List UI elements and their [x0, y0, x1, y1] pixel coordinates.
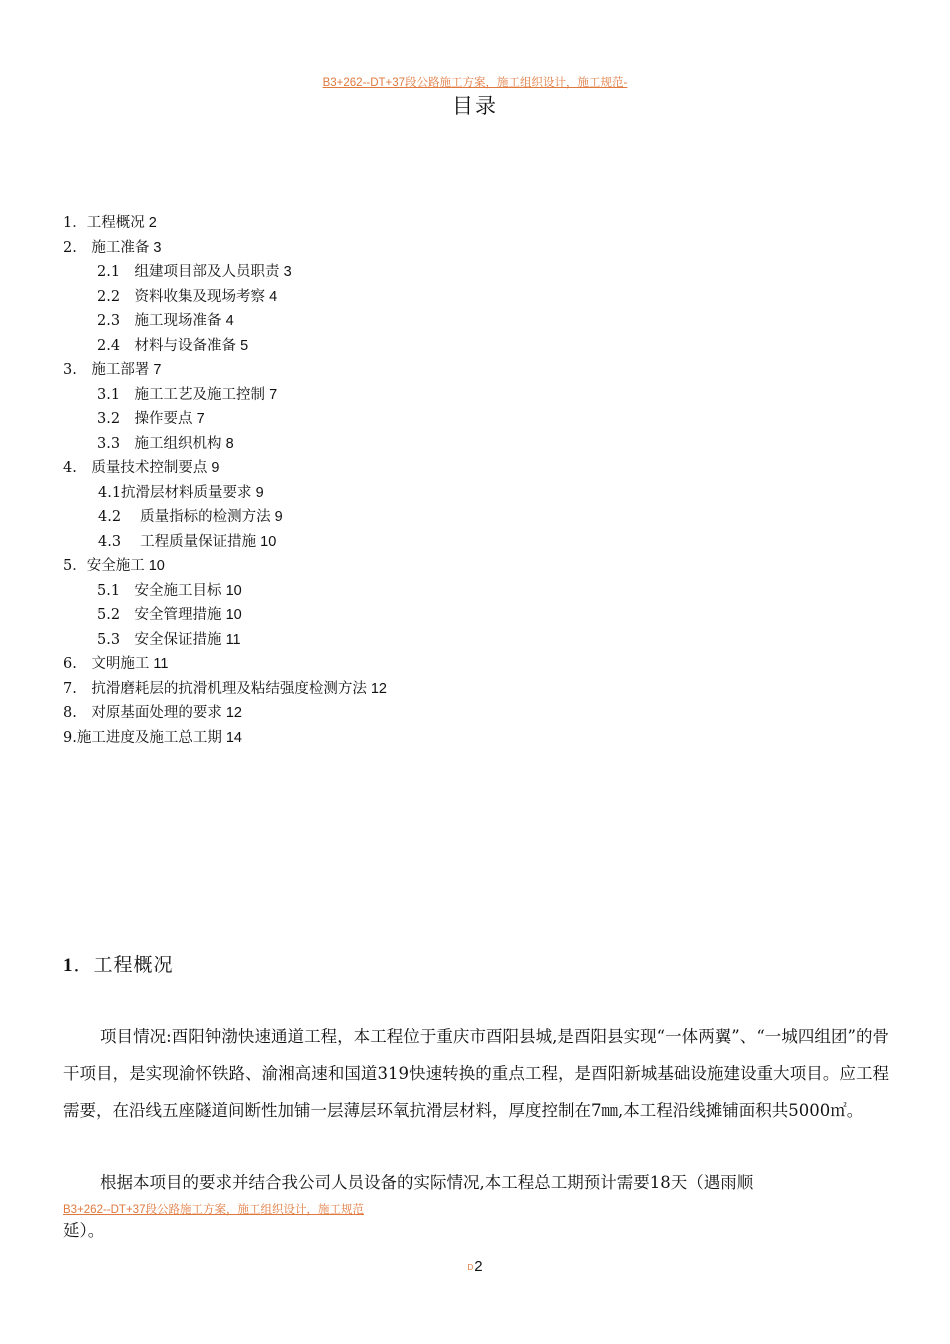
toc-item-label: 3. 施工部署 [63, 362, 150, 378]
toc-item-label: 2.2 资料收集及现场考察 [97, 288, 266, 305]
toc-item-label: 1．工程概况 [63, 215, 145, 231]
toc-item-page: 7 [269, 386, 278, 403]
toc-item-label: 9.施工进度及施工总工期 [63, 729, 222, 746]
page-number-value: 2 [474, 1258, 483, 1275]
toc-item-label: 4.1抗滑层材料质量要求 [98, 484, 252, 501]
toc-item[interactable] [63, 652, 387, 677]
toc-item[interactable] [63, 603, 387, 628]
toc-item-page: 4 [269, 288, 278, 305]
toc-item-page: 10 [225, 607, 242, 623]
toc-item[interactable] [63, 260, 387, 285]
toc-item-page: 2 [148, 215, 157, 231]
toc-item-label: 6. 文明施工 [63, 656, 150, 672]
toc-item-label: 3.1 施工工艺及施工控制 [97, 386, 266, 403]
toc-item-page: 3 [283, 264, 292, 280]
toc-item-page: 7 [196, 411, 205, 427]
toc-item-page: 11 [225, 631, 241, 648]
toc-item[interactable] [63, 285, 387, 310]
toc-item[interactable] [63, 505, 387, 530]
page-number [0, 1258, 950, 1275]
toc-item[interactable] [63, 309, 387, 334]
toc-item[interactable] [63, 407, 387, 432]
toc-item[interactable] [63, 726, 387, 751]
toc-item-label: 4.3 工程质量保证措施 [98, 533, 257, 550]
table-of-contents [63, 211, 387, 750]
toc-item-page: 11 [153, 656, 169, 672]
toc-item-label: 3.3 施工组织机构 [97, 435, 222, 452]
toc-item-page: 7 [153, 362, 162, 378]
toc-item-label: 5.3 安全保证措施 [97, 631, 222, 648]
toc-item[interactable] [63, 236, 387, 261]
section-heading [63, 950, 174, 977]
toc-title: 目录 [452, 94, 498, 118]
toc-item[interactable] [63, 334, 387, 359]
toc-item-page: 9 [255, 484, 264, 501]
toc-item[interactable] [63, 579, 387, 604]
toc-item-label: 3.2 操作要点 [97, 411, 193, 427]
toc-item-page: 4 [225, 313, 234, 329]
toc-item-page: 12 [370, 680, 387, 697]
toc-item[interactable] [63, 701, 387, 726]
toc-item-label: 5.2 安全管理措施 [97, 607, 222, 623]
toc-item-page: 12 [225, 705, 242, 721]
toc-item[interactable] [63, 481, 387, 506]
toc-item-label: 2.3 施工现场准备 [97, 313, 222, 329]
section-title: ．工程概况 [73, 954, 174, 976]
toc-item-page: 5 [240, 337, 249, 354]
toc-item-page: 14 [225, 729, 242, 746]
toc-item-label: 8. 对原基面处理的要求 [63, 705, 222, 721]
toc-item-page: 10 [148, 558, 165, 574]
toc-item-label: 5．安全施工 [63, 558, 145, 574]
toc-item-label: 4.2 质量指标的检测方法 [98, 509, 271, 525]
toc-item-label: 5.1 安全施工目标 [97, 582, 222, 599]
toc-item[interactable] [63, 554, 387, 579]
footer-link[interactable]: B3+262--DT+37段公路施工方案，施工组织设计，施工规范 [63, 1204, 364, 1216]
toc-item-label: 7. 抗滑磨耗层的抗滑机理及粘结强度检测方法 [63, 680, 367, 697]
toc-item-label: 2.1 组建项目部及人员职责 [97, 264, 280, 280]
toc-item-label: 2. 施工准备 [63, 239, 150, 256]
toc-item-page: 10 [260, 533, 277, 550]
toc-item[interactable] [63, 211, 387, 236]
body-paragraph: 延）。 [63, 1221, 105, 1240]
body-paragraph: 根据本项目的要求并结合我公司人员设备的实际情况,本工程总工期预计需要18天（遇雨顺 [100, 1173, 754, 1192]
toc-item[interactable] [63, 456, 387, 481]
toc-item-page: 8 [225, 435, 234, 452]
toc-item[interactable] [63, 628, 387, 653]
body-paragraph: 项目情况:酉阳钟渤快速通道工程，本工程位于重庆市酉阳县城,是酉阳县实现“一体两翼”、“一城四组团”的骨干项目，是实现渝怀铁路、渝湘高速和国道319快速转换的重点工程，是酉阳新城基础设施建设重大项目。应工程需要，在沿线五座隧道间断性加铺一层薄层环氧抗滑层材料，厚度控制在7㎜,本工程沿线摊铺面积共5000㎡。 [63, 1027, 889, 1120]
section-number: 1 [63, 955, 74, 976]
toc-item[interactable] [63, 358, 387, 383]
toc-item-label: 2.4 材料与设备准备 [97, 337, 237, 354]
page-mark: D [467, 1263, 474, 1272]
header-link[interactable]: B3+262--DT+37段公路施工方案，施工组织设计，施工规范- [322, 77, 628, 89]
toc-item[interactable] [63, 677, 387, 702]
toc-item[interactable] [63, 383, 387, 408]
toc-item-label: 4. 质量技术控制要点 [63, 460, 208, 476]
toc-item-page: 3 [153, 239, 162, 256]
toc-item-page: 10 [225, 582, 242, 599]
toc-item-page: 9 [211, 460, 220, 476]
toc-item[interactable] [63, 432, 387, 457]
toc-item-page: 9 [274, 509, 283, 525]
toc-item[interactable] [63, 530, 387, 555]
